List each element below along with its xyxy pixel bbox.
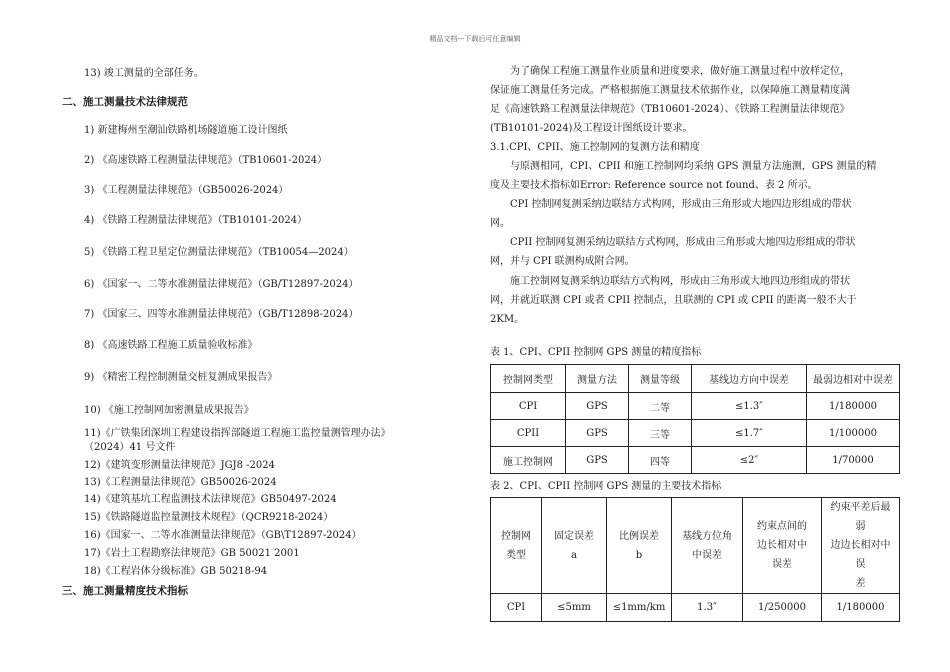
table-cell: CPI <box>491 594 542 622</box>
list-item: 7) 《国家三、四等水准测量法律规范》（GB/T12898-2024） <box>84 309 359 320</box>
table-row <box>491 447 900 474</box>
list-item: 17)《岩土工程勘察法律规范》GB 50021 2001 <box>84 548 300 559</box>
table-header-row <box>491 498 900 594</box>
table-cell: CPII <box>491 420 566 447</box>
table-row <box>491 594 900 622</box>
table-cell: GPS <box>566 447 629 474</box>
paragraph-line: 施工控制网复测采纳边联结方式构网，形成由三角形或大地四边形组成的带状 <box>510 276 850 287</box>
table-header-cell <box>542 498 607 594</box>
list-item: 16)《国家一、二等水准测量法律规范》（GB\T12897-2024） <box>84 530 362 541</box>
paragraph-line: CPI 控制网复测采纳边联结方式构网，形成由三角形或大地四边形组成的带状 <box>510 199 852 210</box>
list-item: 15)《铁路隧道监控量测技术规程》（QCR9218-2024） <box>84 512 334 523</box>
header-line: 误差 <box>772 559 792 570</box>
list-item: 13)《工程测量法律规范》GB50026-2024 <box>84 477 277 488</box>
header-line: 中误差 <box>692 549 722 561</box>
table-cell: ≤2″ <box>692 447 807 474</box>
table-cell: ≤1.7″ <box>692 420 807 447</box>
table-caption: 表 2、CPI、CPII 控制网 GPS 测量的主要技术指标 <box>490 481 722 492</box>
table-cell: 1/180000 <box>807 393 900 420</box>
paragraph-line: 网。 <box>490 218 510 229</box>
table-header-cell: 基线边方向中误差 <box>692 365 807 393</box>
table-row <box>491 420 900 447</box>
table-cell: 1/180000 <box>822 594 900 622</box>
table-cell: 1.3″ <box>672 594 743 622</box>
list-item: 4) 《铁路工程测量法律规范》（TB10101-2024） <box>84 215 308 226</box>
header-line: b <box>635 549 643 561</box>
table-cell: 1/70000 <box>807 447 900 474</box>
table-cell: GPS <box>566 420 629 447</box>
table-header-cell: 测量方法 <box>566 365 629 393</box>
table-cell: 施工控制网 <box>491 447 566 474</box>
section-heading: 二、施工测量技术法律规范 <box>62 96 188 108</box>
paragraph-line: 保证施工测量任务完成。严格根据施工测量技术依据作业，以保障施工测量精度满 <box>490 85 850 96</box>
paragraph-line: 为了确保工程施工测量作业质量和进度要求，做好施工测量过程中放样定位， <box>510 66 850 77</box>
table-header-cell <box>822 498 900 594</box>
header-line: 边边长相对中误 <box>830 540 891 570</box>
technical-index-table <box>490 497 900 622</box>
list-item: 9) 《精密工程控制测量交桩复测成果报告》 <box>84 372 278 383</box>
table-header-row <box>491 365 900 393</box>
table-cell: 二等 <box>629 393 692 420</box>
list-item: 11)《广铁集团深圳工程建设指挥部隧道工程施工监控量测管理办法》 <box>84 428 391 439</box>
header-line: 约束点间的 <box>757 521 807 532</box>
table-cell: CPI <box>491 393 566 420</box>
paragraph-line: CPII 控制网复测采纳边联结方式构网，形成由三角形或大地四边形组成的带状 <box>510 237 856 248</box>
list-item: 2) 《高速铁路工程测量法律规范》（TB10601-2024） <box>84 155 328 166</box>
list-item: 12)《建筑变形测量法律规范》JGJ8 -2024 <box>84 460 276 471</box>
table-header-cell <box>743 498 822 594</box>
list-item: 18)《工程岩体分级标准》GB 50218-94 <box>84 566 268 577</box>
table-caption: 表 1、CPI、CPII 控制网 GPS 测量的精度指标 <box>490 347 702 358</box>
list-item: 8) 《高速铁路工程施工质量验收标准》 <box>84 340 258 351</box>
table-header-cell <box>491 498 542 594</box>
table-header-cell: 测量等级 <box>629 365 692 393</box>
table-cell: GPS <box>566 393 629 420</box>
list-item: 10) 《施工控制网加密测量成果报告》 <box>84 405 254 416</box>
subsection-title: 3.1.CPI、CPII、施工控制网的复测方法和精度 <box>490 142 700 153</box>
header-line: 比例误差 <box>619 530 659 542</box>
list-item: 5) 《铁路工程卫星定位测量法律规范》（TB10054—2024） <box>84 247 354 258</box>
paragraph-line: 网，并与 CPI 联测构成附合网。 <box>490 256 635 267</box>
list-item: 1) 新建梅州至潮汕铁路机场隧道施工设计图纸 <box>84 125 288 136</box>
paragraph-line: 网，并就近联测 CPI 或者 CPII 控制点，且联测的 CPI 或 CPII 的距离一般不大于 <box>490 295 857 306</box>
table-cell: ≤1.3″ <box>692 393 807 420</box>
header-line: 类型 <box>506 549 526 561</box>
paragraph-line: 2KM。 <box>490 314 525 325</box>
header-line: 边长相对中 <box>757 540 807 551</box>
header-line: 控制网 <box>501 530 531 542</box>
table-header-cell <box>607 498 672 594</box>
table-header-cell <box>672 498 743 594</box>
table-cell: 1/250000 <box>743 594 822 622</box>
table-header-cell: 控制网类型 <box>491 365 566 393</box>
list-item: 3) 《工程测量法律规范》（GB50026-2024） <box>84 185 289 196</box>
section-heading: 三、施工测量精度技术指标 <box>62 585 188 597</box>
list-item: 14)《建筑基坑工程监测技术法律规范》GB50497-2024 <box>84 494 337 505</box>
table-cell: 四等 <box>629 447 692 474</box>
table-cell: ≤1mm/km <box>607 594 672 622</box>
header-line: 约束平差后最弱 <box>830 502 891 532</box>
table-cell: 1/100000 <box>807 420 900 447</box>
paragraph-line: 与原测相同，CPI、CPII 和施工控制网均采纳 GPS 测量方法施测，GPS 测量的精 <box>510 161 877 172</box>
header-line: 基线方位角 <box>682 530 732 542</box>
paragraph-line: 度及主要技术指标如Error: Reference source not found、表 2 所示。 <box>490 180 818 191</box>
header-line: 差 <box>855 578 866 589</box>
header-line: 固定误差 <box>554 530 594 542</box>
paragraph-line: 足《高速铁路工程测量法律规范》（TB10601-2024）、《铁路工程测量法律规范》 <box>490 104 850 115</box>
paragraph-line: (TB10101-2024)及工程设计图纸设计要求。 <box>490 123 693 134</box>
table-row <box>491 393 900 420</box>
list-item: 6) 《国家一、二等水准测量法律规范》（GB/T12897-2024） <box>84 279 359 290</box>
table-cell: 三等 <box>629 420 692 447</box>
list-item-continuation: （2024）41 号文件 <box>84 442 176 453</box>
table-cell: ≤5mm <box>542 594 607 622</box>
table-header-cell: 最弱边相对中误差 <box>807 365 900 393</box>
header-line: a <box>571 549 577 561</box>
precision-table <box>490 364 900 474</box>
list-item: 13) 竣工测量的全部任务。 <box>84 68 204 79</box>
page-header-note: 精品文档---下载后可任意编辑 <box>429 35 521 43</box>
